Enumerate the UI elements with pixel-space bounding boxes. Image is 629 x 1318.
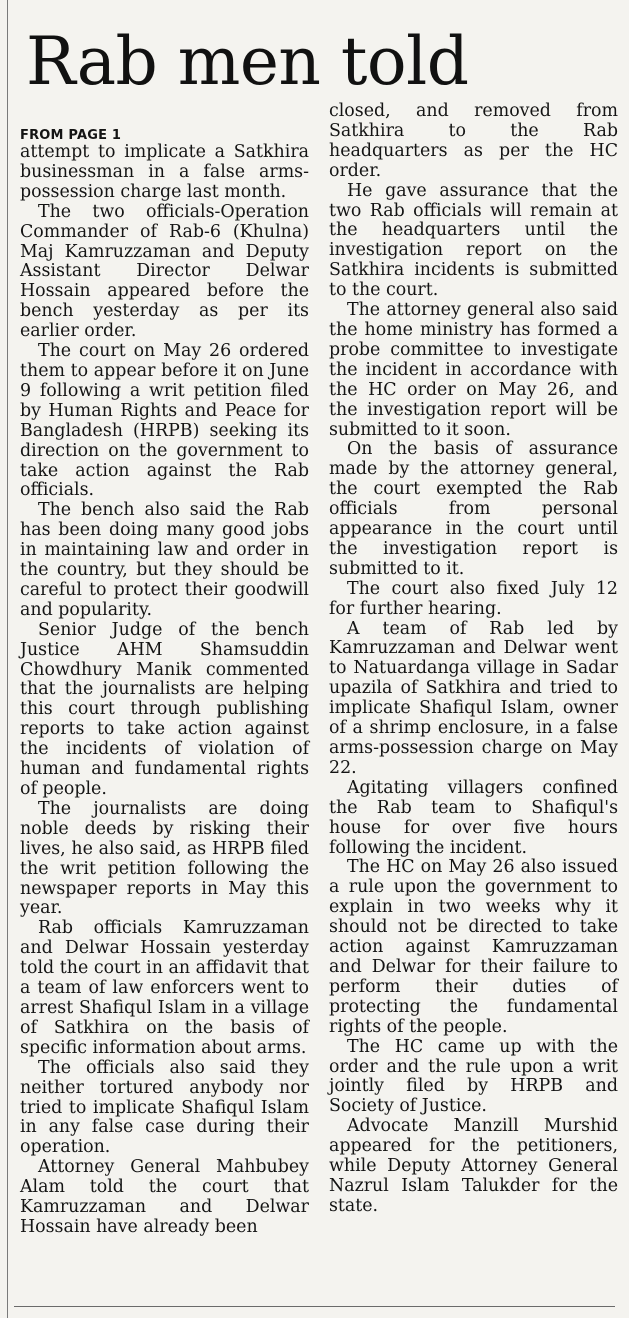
paragraph: The court also fixed July 12 for further hearing. <box>329 578 618 619</box>
paragraph: The bench also said the Rab has been doing many good jobs in maintaining law and order in the country, but they should be careful to protect their goodwill and popularity. <box>20 500 309 620</box>
paragraph: Agitating villagers confined the Rab team to Shafiqul's house for over five hours following the incident. <box>329 777 618 858</box>
paragraph: closed, and removed from Satkhira to the Rab headquarters as per the HC order. <box>329 101 618 181</box>
bottom-rule <box>14 1306 615 1307</box>
left-column-rule <box>7 0 8 1318</box>
paragraph: The HC came up with the order and the rule upon a writ jointly filed by HRPB and Society of Justice. <box>329 1036 618 1117</box>
paragraph: The officials also said they neither tortured anybody nor tried to implicate Shafiqul Islam in any false case during their operation. <box>20 1057 309 1158</box>
paragraph: Advocate Manzill Murshid appeared for the petitioners, while Deputy Attorney General Nazrul Islam Talukder for the state. <box>329 1116 618 1216</box>
paragraph: On the basis of assurance made by the attorney general, the court exempted the Rab officials from personal appearance in the court until the investigation report is submitted to it. <box>329 439 618 579</box>
paragraph: The court on May 26 ordered them to appear before it on June 9 following a writ petition filed by Human Rights and Peace for Bangladesh (HRPB) seeking its direction on the government to take action against the Rab officials. <box>20 341 309 501</box>
continuation-kicker: FROM PAGE 1 <box>20 128 122 143</box>
paragraph: The HC on May 26 also issued a rule upon the government to explain in two weeks why it should not be directed to take action against Kamruzzaman and Delwar for their failure to perform their duties of protecting the fundamental rights of the people. <box>329 857 618 1037</box>
paragraph: A team of Rab led by Kamruzzaman and Delwar went to Natuardanga village in Sadar upazila of Satkhira and tried to implicate Shafiqul Islam, owner of a shrimp enclosure, in a false arms-possession charge on May 22. <box>329 618 618 778</box>
paragraph: The attorney general also said the home ministry has formed a probe committee to investigate the incident in accordance with the HC order on May 26, and the investigation report will be submitted to it soon. <box>329 300 618 440</box>
paragraph: The journalists are doing noble deeds by risking their lives, he also said, as HRPB filed the writ petition following the newspaper reports in May this year. <box>20 798 309 919</box>
article-column-left <box>20 126 309 1238</box>
paragraph: Senior Judge of the bench Justice AHM Shamsuddin Chowdhury Manik commented that the journalists are helping this court through publishing reports to take action against the incidents of violation of human and fundamental rights of people. <box>20 619 309 799</box>
paragraph: Rab officials Kamruzzaman and Delwar Hossain yesterday told the court in an affidavit that a team of law enforcers went to arrest Shafiqul Islam in a village of Satkhira on the basis of specific information about arms. <box>20 918 309 1058</box>
paragraph: Attorney General Mahbubey Alam told the court that Kamruzzaman and Delwar Hossain have already been <box>20 1157 309 1237</box>
article-column-right <box>329 102 618 1217</box>
paragraph: The two officials-Operation Commander of Rab-6 (Khulna) Maj Kamruzzaman and Deputy Assistant Director Delwar Hossain appeared before the bench yesterday as per its earlier order. <box>20 201 309 342</box>
paragraph: attempt to implicate a Satkhira businessman in a false arms-possession charge last month. <box>20 142 309 202</box>
headline: Rab men told <box>26 23 469 100</box>
paragraph: He gave assurance that the two Rab officials will remain at the headquarters until the investigation report on the Satkhira incidents is submitted to the court. <box>329 180 618 301</box>
